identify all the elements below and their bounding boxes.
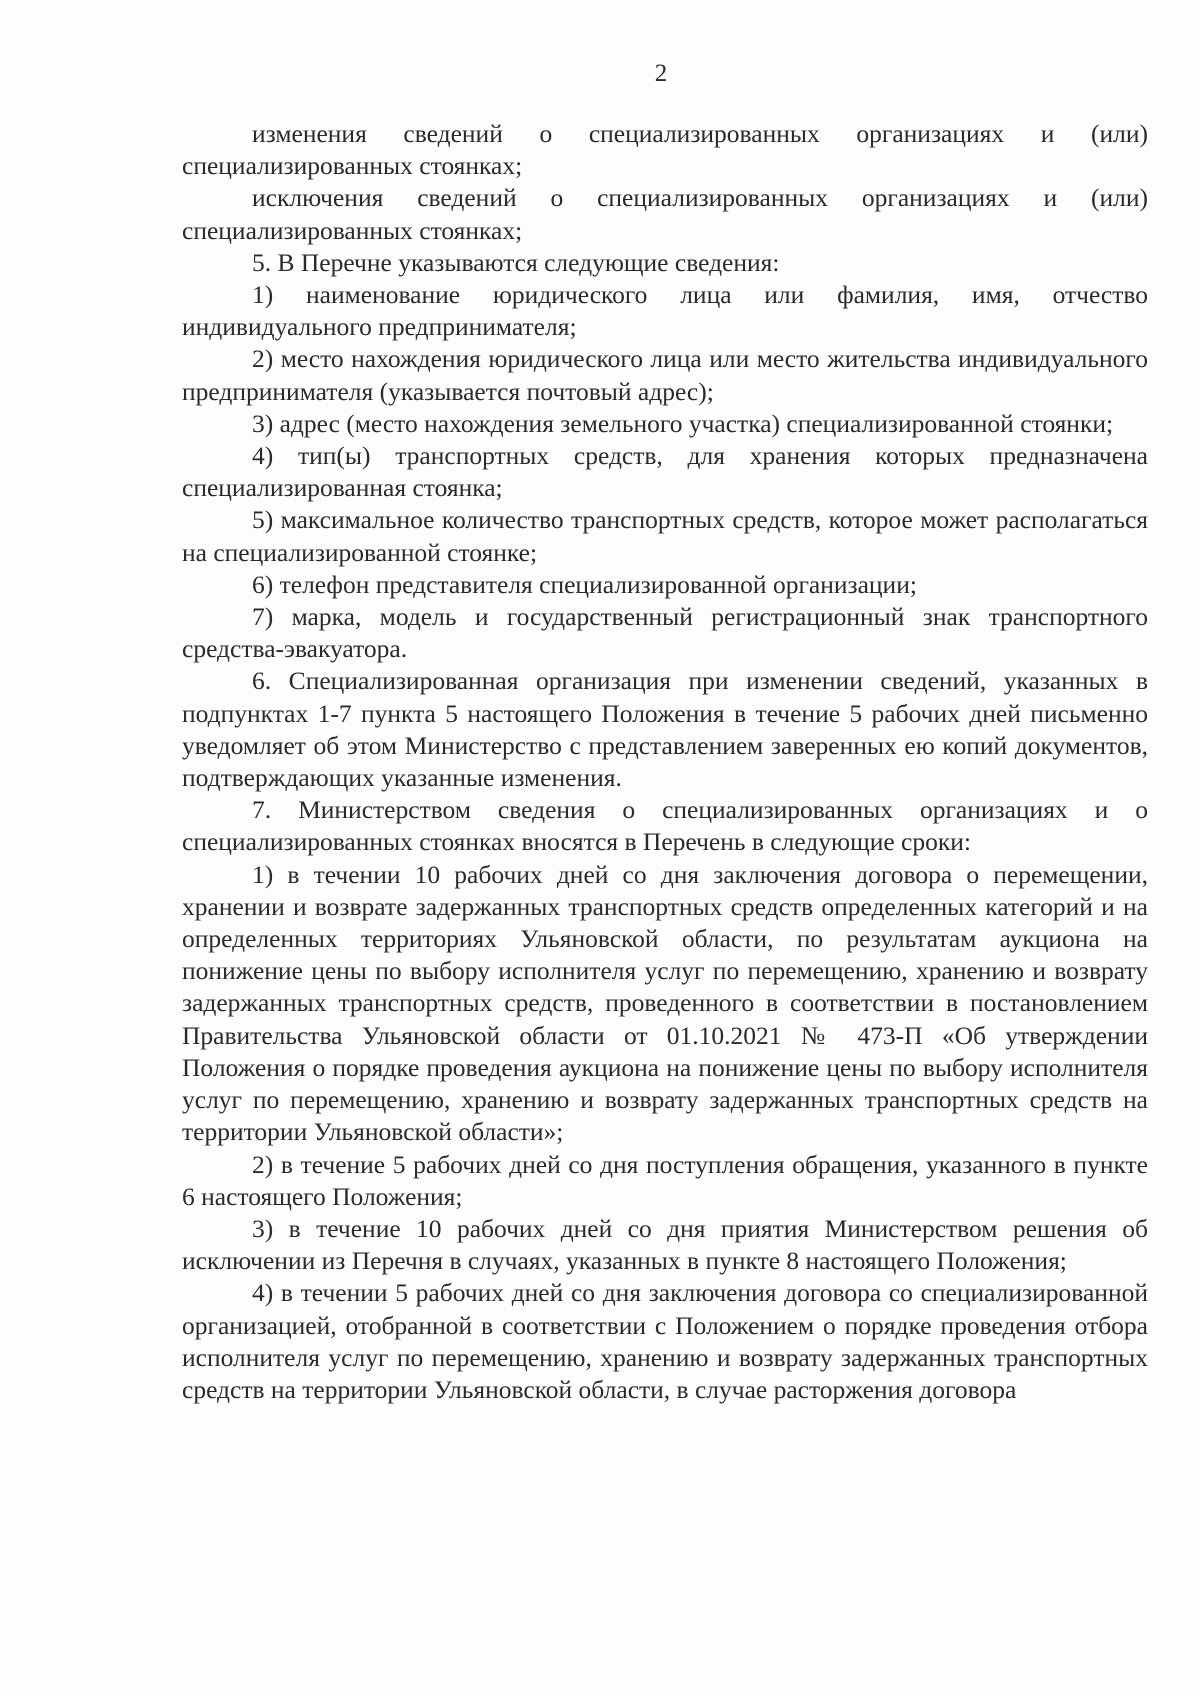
paragraph: 4) в течении 5 рабочих дней со дня заключения договора со специализированной организацией, отобранной в соответствии с Положением о порядке проведения отбора исполнителя услуг по перемещению, хранению и возврату задержанных транспортных средств на территории Ульяновской области, в случае расторжения договора [182, 1278, 1148, 1404]
paragraph: 3) адрес (место нахождения земельного участка) специализированной стоянки; [252, 408, 1114, 438]
paragraph: 4) тип(ы) транспортных средств, для хранения которых предназначена специализированная стоянка; [182, 441, 1148, 503]
paragraph: 5. В Перечне указываются следующие сведения: [252, 247, 780, 277]
page-number: 2 [654, 60, 668, 87]
paragraph: 7) марка, модель и государственный регистрационный знак транспортного средства-эвакуатора. [182, 602, 1148, 664]
paragraph: 7. Министерством сведения о специализированных организациях и о специализированных стоянках вносятся в Перечень в следующие сроки: [182, 795, 1148, 857]
paragraph: 2) место нахождения юридического лица или место жительства индивидуального предпринимателя (указывается почтовый адрес); [182, 344, 1148, 406]
paragraph: 1) наименование юридического лица или фамилия, имя, отчество индивидуального предпринимателя; [182, 280, 1148, 342]
document-body [182, 118, 1148, 1406]
paragraph: 6) телефон представителя специализированной организации; [252, 569, 917, 599]
paragraph: 6. Специализированная организация при изменении сведений, указанных в подпунктах 1-7 пункта 5 настоящего Положения в течение 5 рабочих дней письменно уведомляет об этом Министерство с представлением заверенных ею копий документов, подтверждающих указанные изменения. [182, 666, 1148, 793]
paragraph: 5) максимальное количество транспортных средств, которое может располагаться на специализированной стоянке; [182, 505, 1148, 567]
paragraph: 1) в течении 10 рабочих дней со дня заключения договора о перемещении, хранении и возврате задержанных транспортных средств определенных категорий и на определенных территориях Ульяновской области, по результатам аукциона на понижение цены по выбору исполнителя услуг по перемещению, хранению и возврату задержанных транспортных средств, проведенного в соответствии в постановлением Правительства Ульяновской области от 01.10.2021 № 473-П «Об утверждении Положения о порядке проведения аукциона на понижение цены по выбору исполнителя услуг по перемещению, хранению и возврату задержанных транспортных средств на территории Ульяновской области»; [182, 859, 1148, 1147]
paragraph: 2) в течение 5 рабочих дней со дня поступления обращения, указанного в пункте 6 настоящего Положения; [182, 1149, 1148, 1211]
paragraph: 3) в течение 10 рабочих дней со дня приятия Министерством решения об исключении из Перечня в случаях, указанных в пункте 8 настоящего Положения; [182, 1213, 1148, 1276]
paragraph: изменения сведений о специализированных организациях и (или) специализированных стоянках; [182, 119, 1148, 181]
paragraph: исключения сведений о специализированных организациях и (или) специализированных стоянках; [182, 183, 1148, 245]
